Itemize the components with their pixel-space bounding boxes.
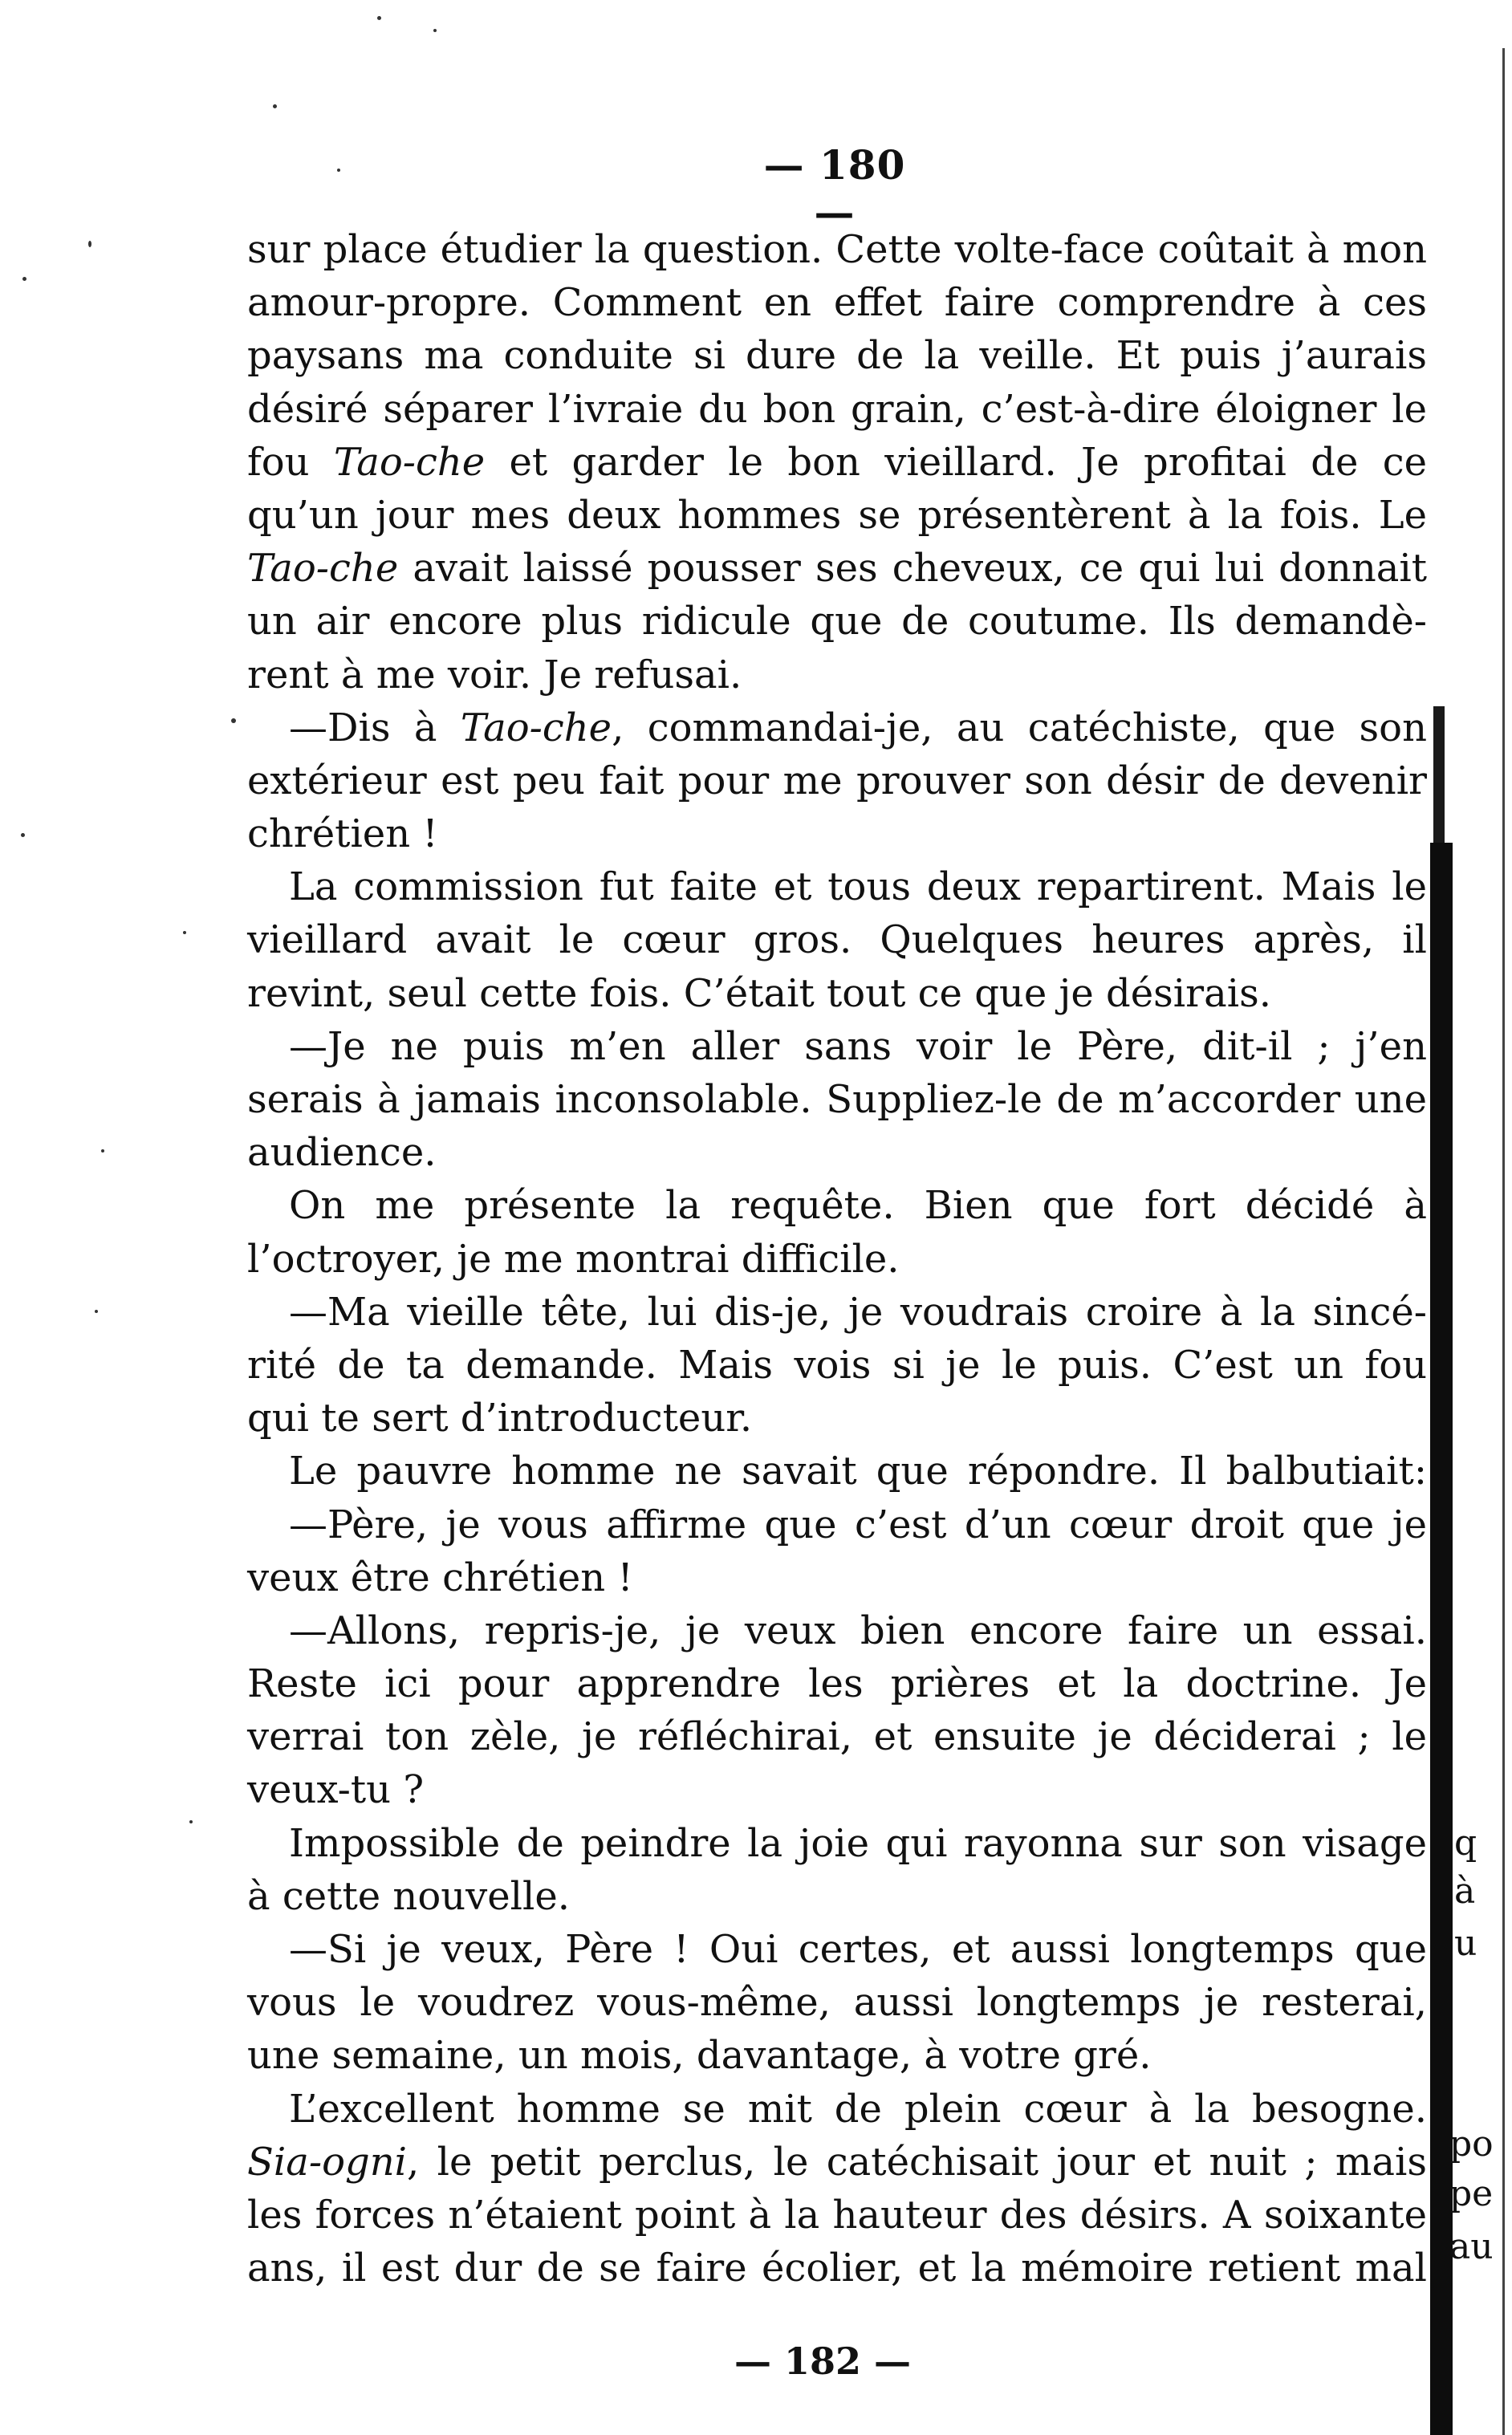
scan-speck (101, 1149, 104, 1152)
scan-speck (88, 241, 91, 247)
body-text (247, 223, 1427, 2295)
margin-fragment: pe (1449, 2173, 1494, 2214)
text-line: —Dis à Tao-che, commandai-je, au catéchiste, que son (289, 705, 1427, 750)
text-line: sur place étudier la question. Cette volte-face coûtait à mon (247, 227, 1427, 272)
margin-fragment: au (1449, 2226, 1494, 2267)
scan-speck (183, 931, 186, 934)
text-line: audience. (247, 1130, 437, 1176)
text-line: une semaine, un mois, davantage, à votre gré. (247, 2033, 1152, 2079)
scan-speck (21, 833, 25, 837)
text-line: On me présente la requête. Bien que fort décidé à (289, 1183, 1427, 1229)
text-line: L’excellent homme se mit de plein cœur à la besogne. (289, 2086, 1427, 2132)
text-line: revint, seul cette fois. C’était tout ce que je désirais. (247, 970, 1271, 1016)
binding-shadow-top (1433, 706, 1445, 851)
scan-speck (377, 16, 381, 20)
text-line: serais à jamais inconsolable. Suppliez-le de m’accorder une (247, 1077, 1427, 1122)
text-line: verrai ton zèle, je réfléchirai, et ensuite je déciderai ; le (247, 1714, 1427, 1760)
text-line: Reste ici pour apprendre les prières et la doctrine. Je (247, 1661, 1427, 1707)
scan-speck (337, 169, 340, 172)
text-line: fou Tao-che et garder le bon vieillard. Je profitai de ce (247, 439, 1427, 485)
footer-page-number: — 182 — (734, 2339, 912, 2383)
text-line: à cette nouvelle. (247, 1873, 571, 1919)
scan-speck (433, 29, 437, 32)
text-line: ans, il est dur de se faire écolier, et la mémoire retient mal (247, 2246, 1427, 2291)
text-line: —Je ne puis m’en aller sans voir le Père, dit-il ; j’en (289, 1023, 1427, 1069)
text-line: Tao-che avait laissé pousser ses cheveux, ce qui lui donnait (247, 546, 1427, 591)
text-line: La commission fut faite et tous deux repartirent. Mais le (289, 864, 1427, 910)
text-line: un air encore plus ridicule que de coutume. Ils demandè- (247, 599, 1427, 644)
margin-fragment: à (1454, 1871, 1476, 1912)
text-line: vous le voudrez vous-même, aussi longtemps je resterai, (247, 1980, 1427, 2026)
text-line: qu’un jour mes deux hommes se présentèrent à la fois. Le (247, 492, 1427, 538)
scan-speck (231, 718, 236, 723)
text-line: Le pauvre homme ne savait que répondre. Il balbutiait: (289, 1449, 1427, 1494)
text-line: extérieur est peu fait pour me prouver son désir de devenir (247, 758, 1427, 803)
text-line: —Allons, repris-je, je veux bien encore faire un essai. (289, 1608, 1427, 1653)
text-line: qui te sert d’introducteur. (247, 1396, 753, 1441)
text-line: paysans ma conduite si dure de la veille. Et puis j’aurais (247, 333, 1427, 379)
text-line: rent à me voir. Je refusai. (247, 652, 742, 697)
scan-speck (273, 104, 277, 108)
text-line: les forces n’étaient point à la hauteur des désirs. A soixante (247, 2192, 1427, 2238)
text-line: désiré séparer l’ivraie du bon grain, c’est-à-dire éloigner le (247, 386, 1427, 432)
text-line: amour-propre. Comment en effet faire comprendre à ces (247, 280, 1427, 326)
scan-speck (22, 277, 26, 281)
text-line: —Si je veux, Père ! Oui certes, et aussi longtemps que (289, 1927, 1427, 1972)
scan-speck (95, 1310, 98, 1313)
text-line: —Ma vieille tête, lui dis-je, je voudrais croire à la sincé- (289, 1289, 1427, 1335)
text-line: Sia-ogni, le petit perclus, le catéchisait jour et nuit ; mais (247, 2139, 1427, 2185)
text-line: rité de ta demande. Mais vois si je le puis. C’est un fou (247, 1342, 1427, 1388)
scan-speck (189, 1820, 193, 1823)
text-line: veux être chrétien ! (247, 1555, 633, 1600)
margin-fragment: q (1454, 1823, 1477, 1864)
header-page-number: — 180 — (763, 141, 906, 236)
margin-fragment: po (1449, 2124, 1494, 2165)
page-edge-rule (1502, 48, 1505, 2435)
text-line: chrétien ! (247, 811, 438, 857)
text-line: l’octroyer, je me montrai difficile. (247, 1236, 900, 1282)
text-line: —Père, je vous affirme que c’est d’un cœur droit que je (289, 1502, 1427, 1547)
text-line: veux-tu ? (247, 1767, 425, 1813)
text-line: Impossible de peindre la joie qui rayonna sur son visage (289, 1820, 1427, 1866)
text-line: vieillard avait le cœur gros. Quelques heures après, il (247, 917, 1427, 963)
margin-fragment: u (1454, 1923, 1477, 1964)
